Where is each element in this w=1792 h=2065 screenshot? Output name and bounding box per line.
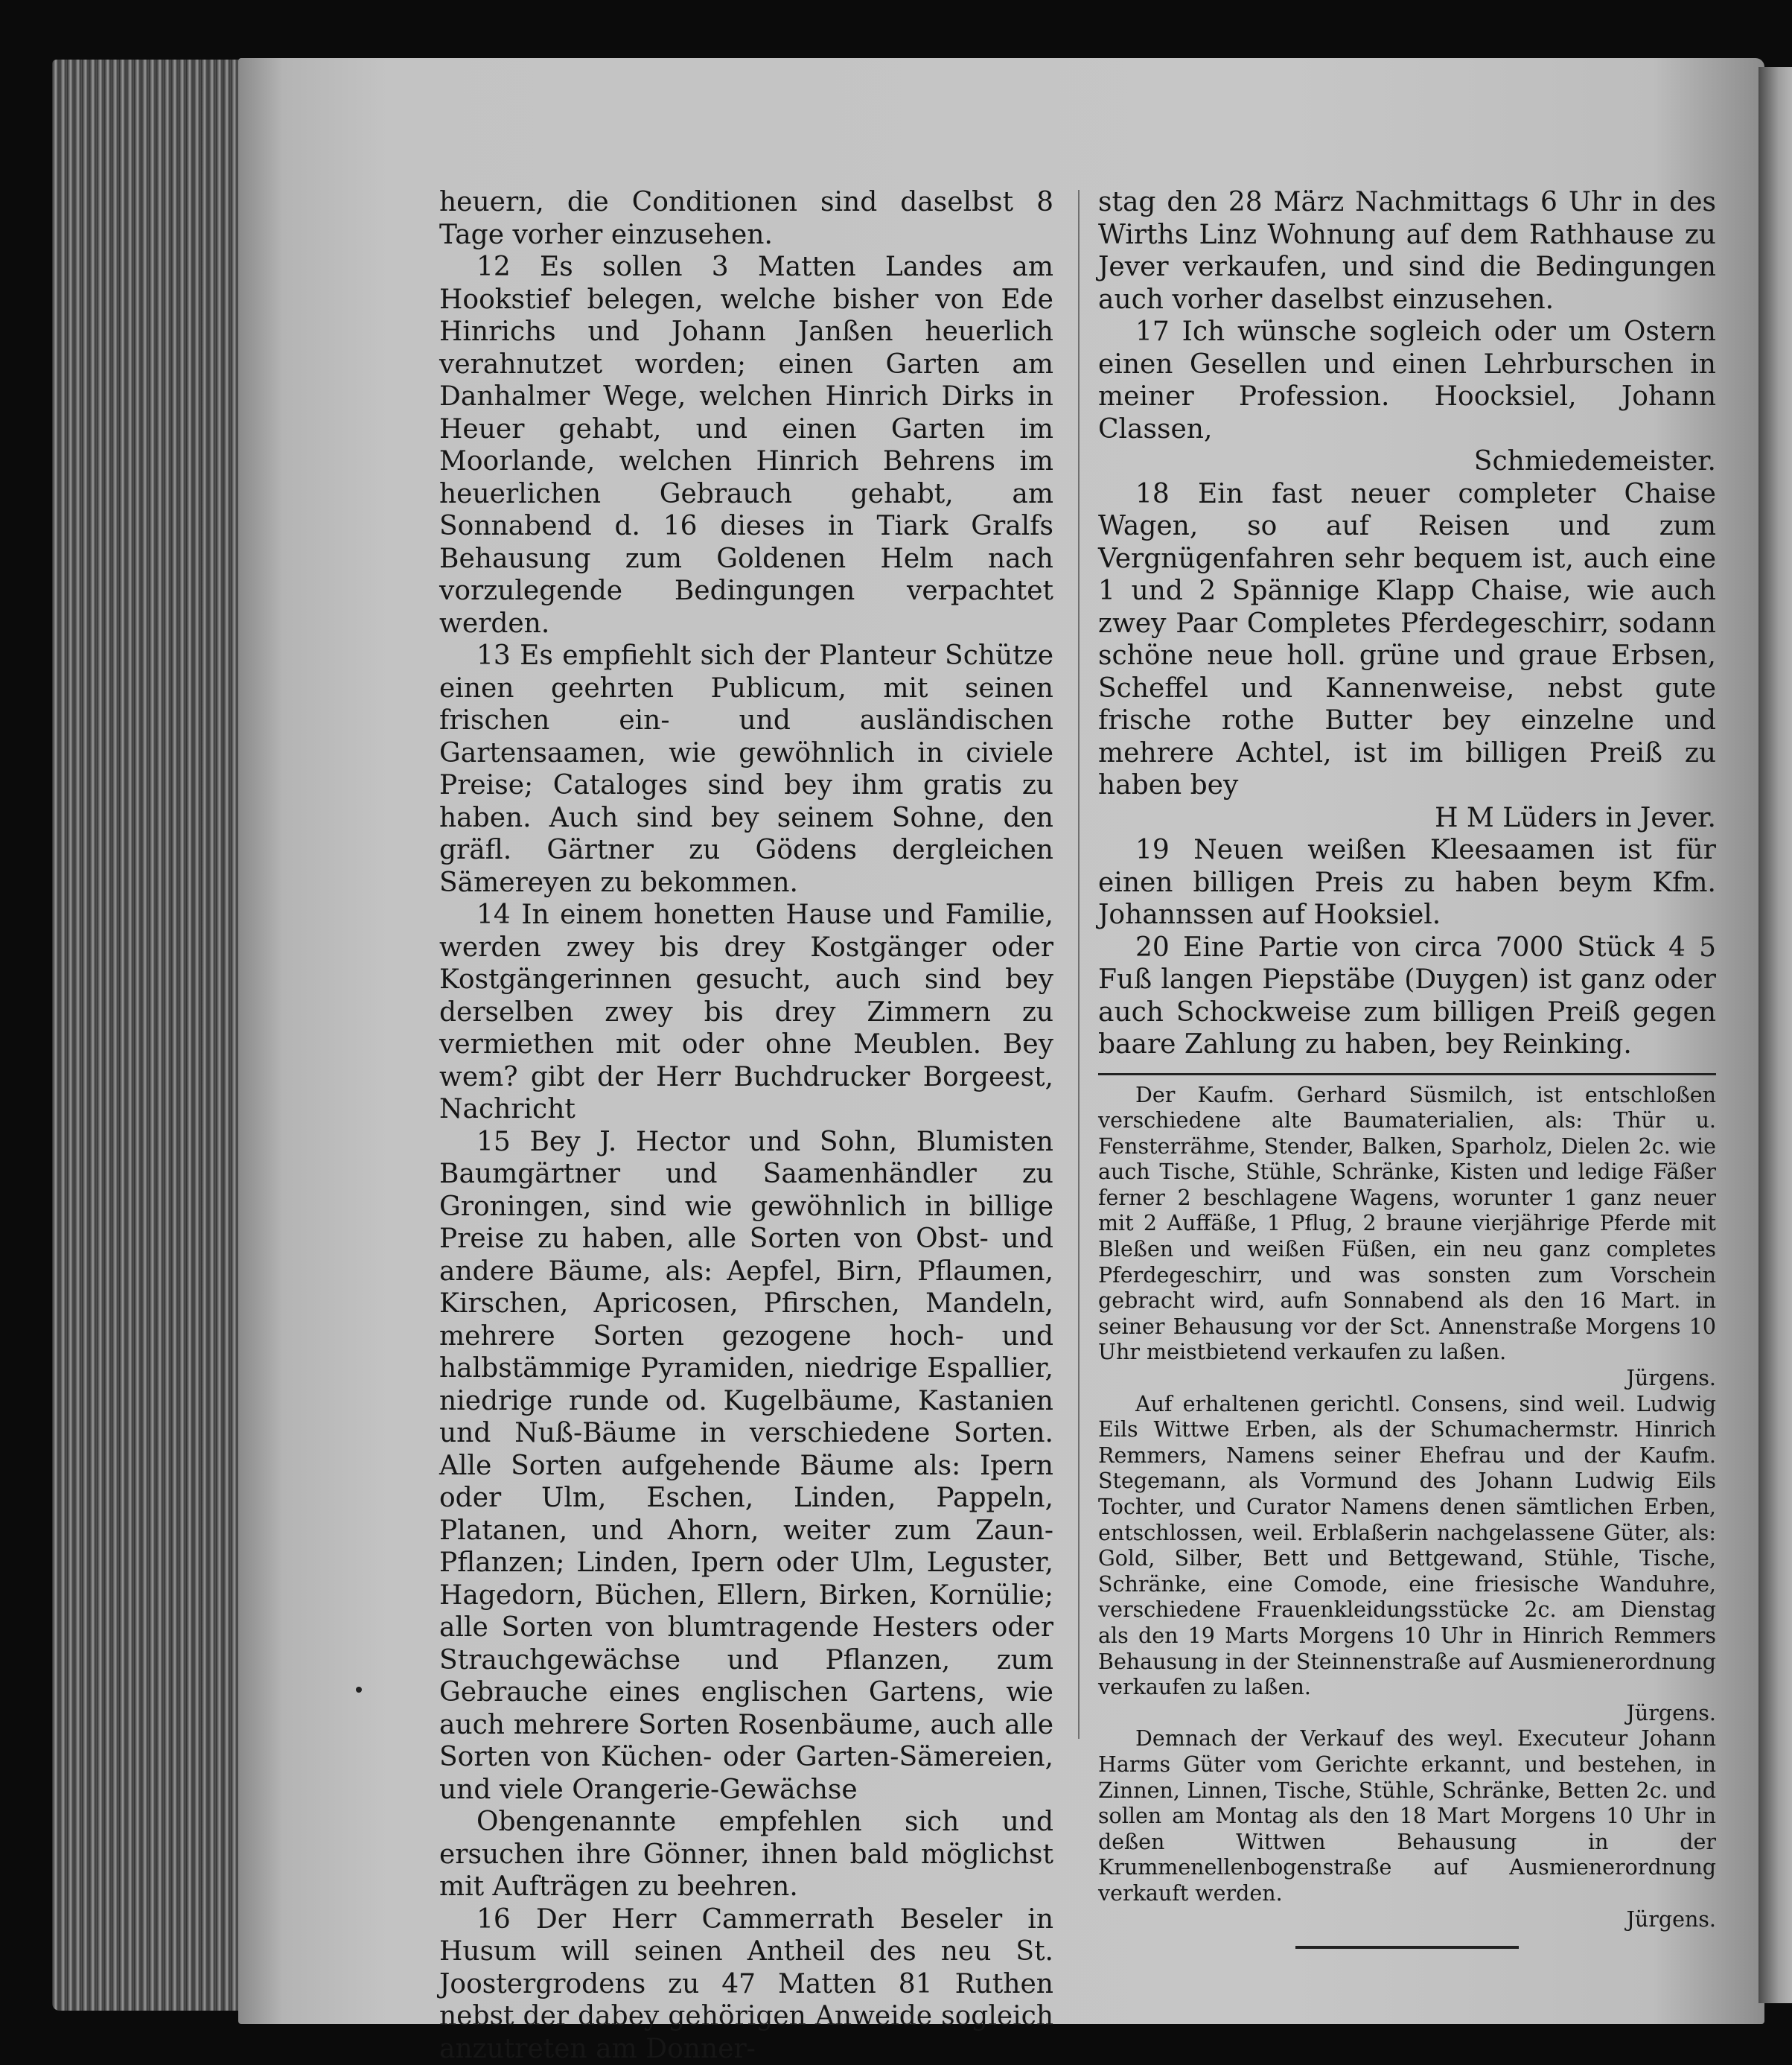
left-continuation: heuern, die Conditionen sind daselbst 8 Tage vorher einzusehen.	[439, 186, 1053, 251]
column-divider	[1078, 190, 1080, 1739]
right-continuation: stag den 28 März Nachmittags 6 Uhr in des Wirths Linz Wohnung auf dem Rathhause zu Jever verkaufen, und sind die Bedingungen auch vorher daselbst einzusehen.	[1098, 186, 1716, 316]
notice-harms-signature: Jürgens.	[1098, 1907, 1716, 1933]
left-column	[439, 186, 1053, 2065]
notice-13: 13 Es empfiehlt sich der Planteur Schütze einen geehrten Publicum, mit seinen frischen ein- und ausländischen Gartensaamen, wie gewöhnlich in civiele Preise; Cataloges sind bey ihm gratis zu haben. Auch sind bey seinem Sohne, den gräfl. Gärtner zu Gödens dergleichen Sämereyen zu bekommen.	[439, 640, 1053, 899]
notice-12: 12 Es sollen 3 Matten Landes am Hookstief belegen, welche bisher von Ede Hinrichs und Johann Janßen heuerlich verahnutzet worden; einen Garten am Danhalmer Wege, welchen Hinrich Dirks in Heuer gehabt, und einen Garten im Moorlande, welchen Hinrich Behrens im heuerlichen Gebrauch gehabt, am Sonnabend d. 16 dieses in Tiark Gralfs Behausung zum Goldenen Helm nach vorzulegende Bedingungen verpachtet werden.	[439, 251, 1053, 640]
notice-18: 18 Ein fast neuer completer Chaise Wagen, so auf Reisen und zum Vergnügenfahren sehr bequem ist, auch eine 1 und 2 Spännige Klapp Chaise, wie auch zwey Paar Completes Pferdegeschirr, sodann schöne neue holl. grüne und graue Erbsen, Scheffel und Kannenweise, nebst gute frische rothe Butter bey einzelne und mehrere Achtel, ist im billigen Preiß zu haben bey	[1098, 478, 1716, 802]
end-rule	[1295, 1946, 1519, 1949]
notice-suesmilch: Der Kaufm. Gerhard Süsmilch, ist entschloßen verschiedene alte Baumaterialien, als: Thür u. Fensterrähme, Stender, Balken, Sparholz, Dielen 2c. wie auch Tische, Stühle, Schränke, Kisten und ledige Fäßer ferner 2 beschlagene Wagens, worunter 1 ganz neuer mit 2 Auffäße, 1 Pflug, 2 braune vierjährige Pferde mit Bleßen und weißen Füßen, ein neu ganz completes Pferdegeschirr, und was sonsten zum Vorschein gebracht wird, aufn Sonnabend als den 16 Mart. in seiner Behausung vor der Sct. Annenstraße Morgens 10 Uhr meistbietend verkaufen zu laßen.	[1098, 1083, 1716, 1366]
notice-eils-signature: Jürgens.	[1098, 1701, 1716, 1727]
notice-15-closing: Obengenannte empfehlen sich und ersuchen ihre Gönner, ihnen bald möglichst mit Aufträgen zu beehren.	[439, 1806, 1053, 1903]
notice-14: 14 In einem honetten Hause und Familie, werden zwey bis drey Kostgänger oder Kostgängerinnen gesucht, auch sind bey derselben zwey bis drey Zimmern zu vermiethen mit oder ohne Meublen. Bey wem? gibt der Herr Buchdrucker Borgeest, Nachricht	[439, 899, 1053, 1126]
notice-17: 17 Ich wünsche sogleich oder um Ostern einen Gesellen und einen Lehrburschen in meiner Profession. Hoocksiel, Johann Classen,	[1098, 316, 1716, 445]
next-page-edge	[1758, 67, 1792, 2003]
page-stain	[356, 1687, 362, 1693]
section-rule	[1098, 1073, 1716, 1075]
notice-20: 20 Eine Partie von circa 7000 Stück 4 5 Fuß langen Piepstäbe (Duygen) ist ganz oder auch Schockweise zum billigen Preiß gegen baare Zahlung zu haben, bey Reinking.	[1098, 932, 1716, 1061]
notice-17-signature: Schmiedemeister.	[1098, 445, 1716, 478]
book-page-edges	[52, 60, 242, 2011]
notice-15: 15 Bey J. Hector und Sohn, Blumisten Baumgärtner und Saamenhändler zu Groningen, sind wie gewöhnlich in billige Preise zu haben, alle Sorten von Obst- und andere Bäume, als: Aepfel, Birn, Pflaumen, Kirschen, Apricosen, Pfirschen, Mandeln, mehrere Sorten gezogene hoch- und halbstämmige Pyramiden, niedrige Espallier, niedrige runde od. Kugelbäume, Kastanien und Nuß-Bäume in verschiedene Sorten. Alle Sorten aufgehende Bäume als: Ipern oder Ulm, Eschen, Linden, Pappeln, Platanen, und Ahorn, weiter zum Zaun-Pflanzen; Linden, Ipern oder Ulm, Leguster, Hagedorn, Büchen, Ellern, Birken, Kornülie; alle Sorten von blumtragende Hesters oder Strauchgewächse und Pflanzen, zum Gebrauche eines englischen Gartens, wie auch mehrere Sorten Rosenbäume, auch alle Sorten von Küchen- oder Garten-Sämereien, und viele Orangerie-Gewächse	[439, 1126, 1053, 1807]
notice-suesmilch-signature: Jürgens.	[1098, 1366, 1716, 1392]
small-notices	[1098, 1083, 1716, 1950]
notice-16: 16 Der Herr Cammerrath Beseler in Husum will seinen Antheil des neu St. Joostergrodens zu 47 Matten 81 Ruthen nebst der dabey gehörigen Anweide sogleich anzutreten am Donner-	[439, 1903, 1053, 2065]
notice-18-signature: H M Lüders in Jever.	[1098, 802, 1716, 835]
notice-harms: Demnach der Verkauf des weyl. Executeur Johann Harms Güter vom Gerichte erkannt, und bestehen, in Zinnen, Linnen, Tische, Stühle, Schränke, Betten 2c. und sollen am Montag als den 18 Mart Morgens 10 Uhr in deßen Wittwen Behausung in der Krummenellenbogenstraße auf Ausmienerordnung verkauft werden.	[1098, 1726, 1716, 1906]
notice-eils: Auf erhaltenen gerichtl. Consens, sind weil. Ludwig Eils Wittwe Erben, als der Schumachermstr. Hinrich Remmers, Namens seiner Ehefrau und der Kaufm. Stegemann, als Vormund des Johann Ludwig Eils Tochter, und Curator Namens denen sämtlichen Erben, entschlossen, weil. Erblaßerin nachgelassene Güter, als: Gold, Silber, Bett und Bettgewand, Stühle, Tische, Schränke, eine Comode, eine friesische Wanduhre, verschiedene Frauenkleidungsstücke 2c. am Dienstag als den 19 Marts Morgens 10 Uhr in Hinrich Remmers Behausung in der Steinnenstraße auf Ausmienerordnung verkaufen zu laßen.	[1098, 1392, 1716, 1701]
right-column	[1098, 186, 1716, 1949]
notice-19: 19 Neuen weißen Kleesaamen ist für einen billigen Preis zu haben beym Kfm. Johannssen auf Hooksiel.	[1098, 834, 1716, 932]
